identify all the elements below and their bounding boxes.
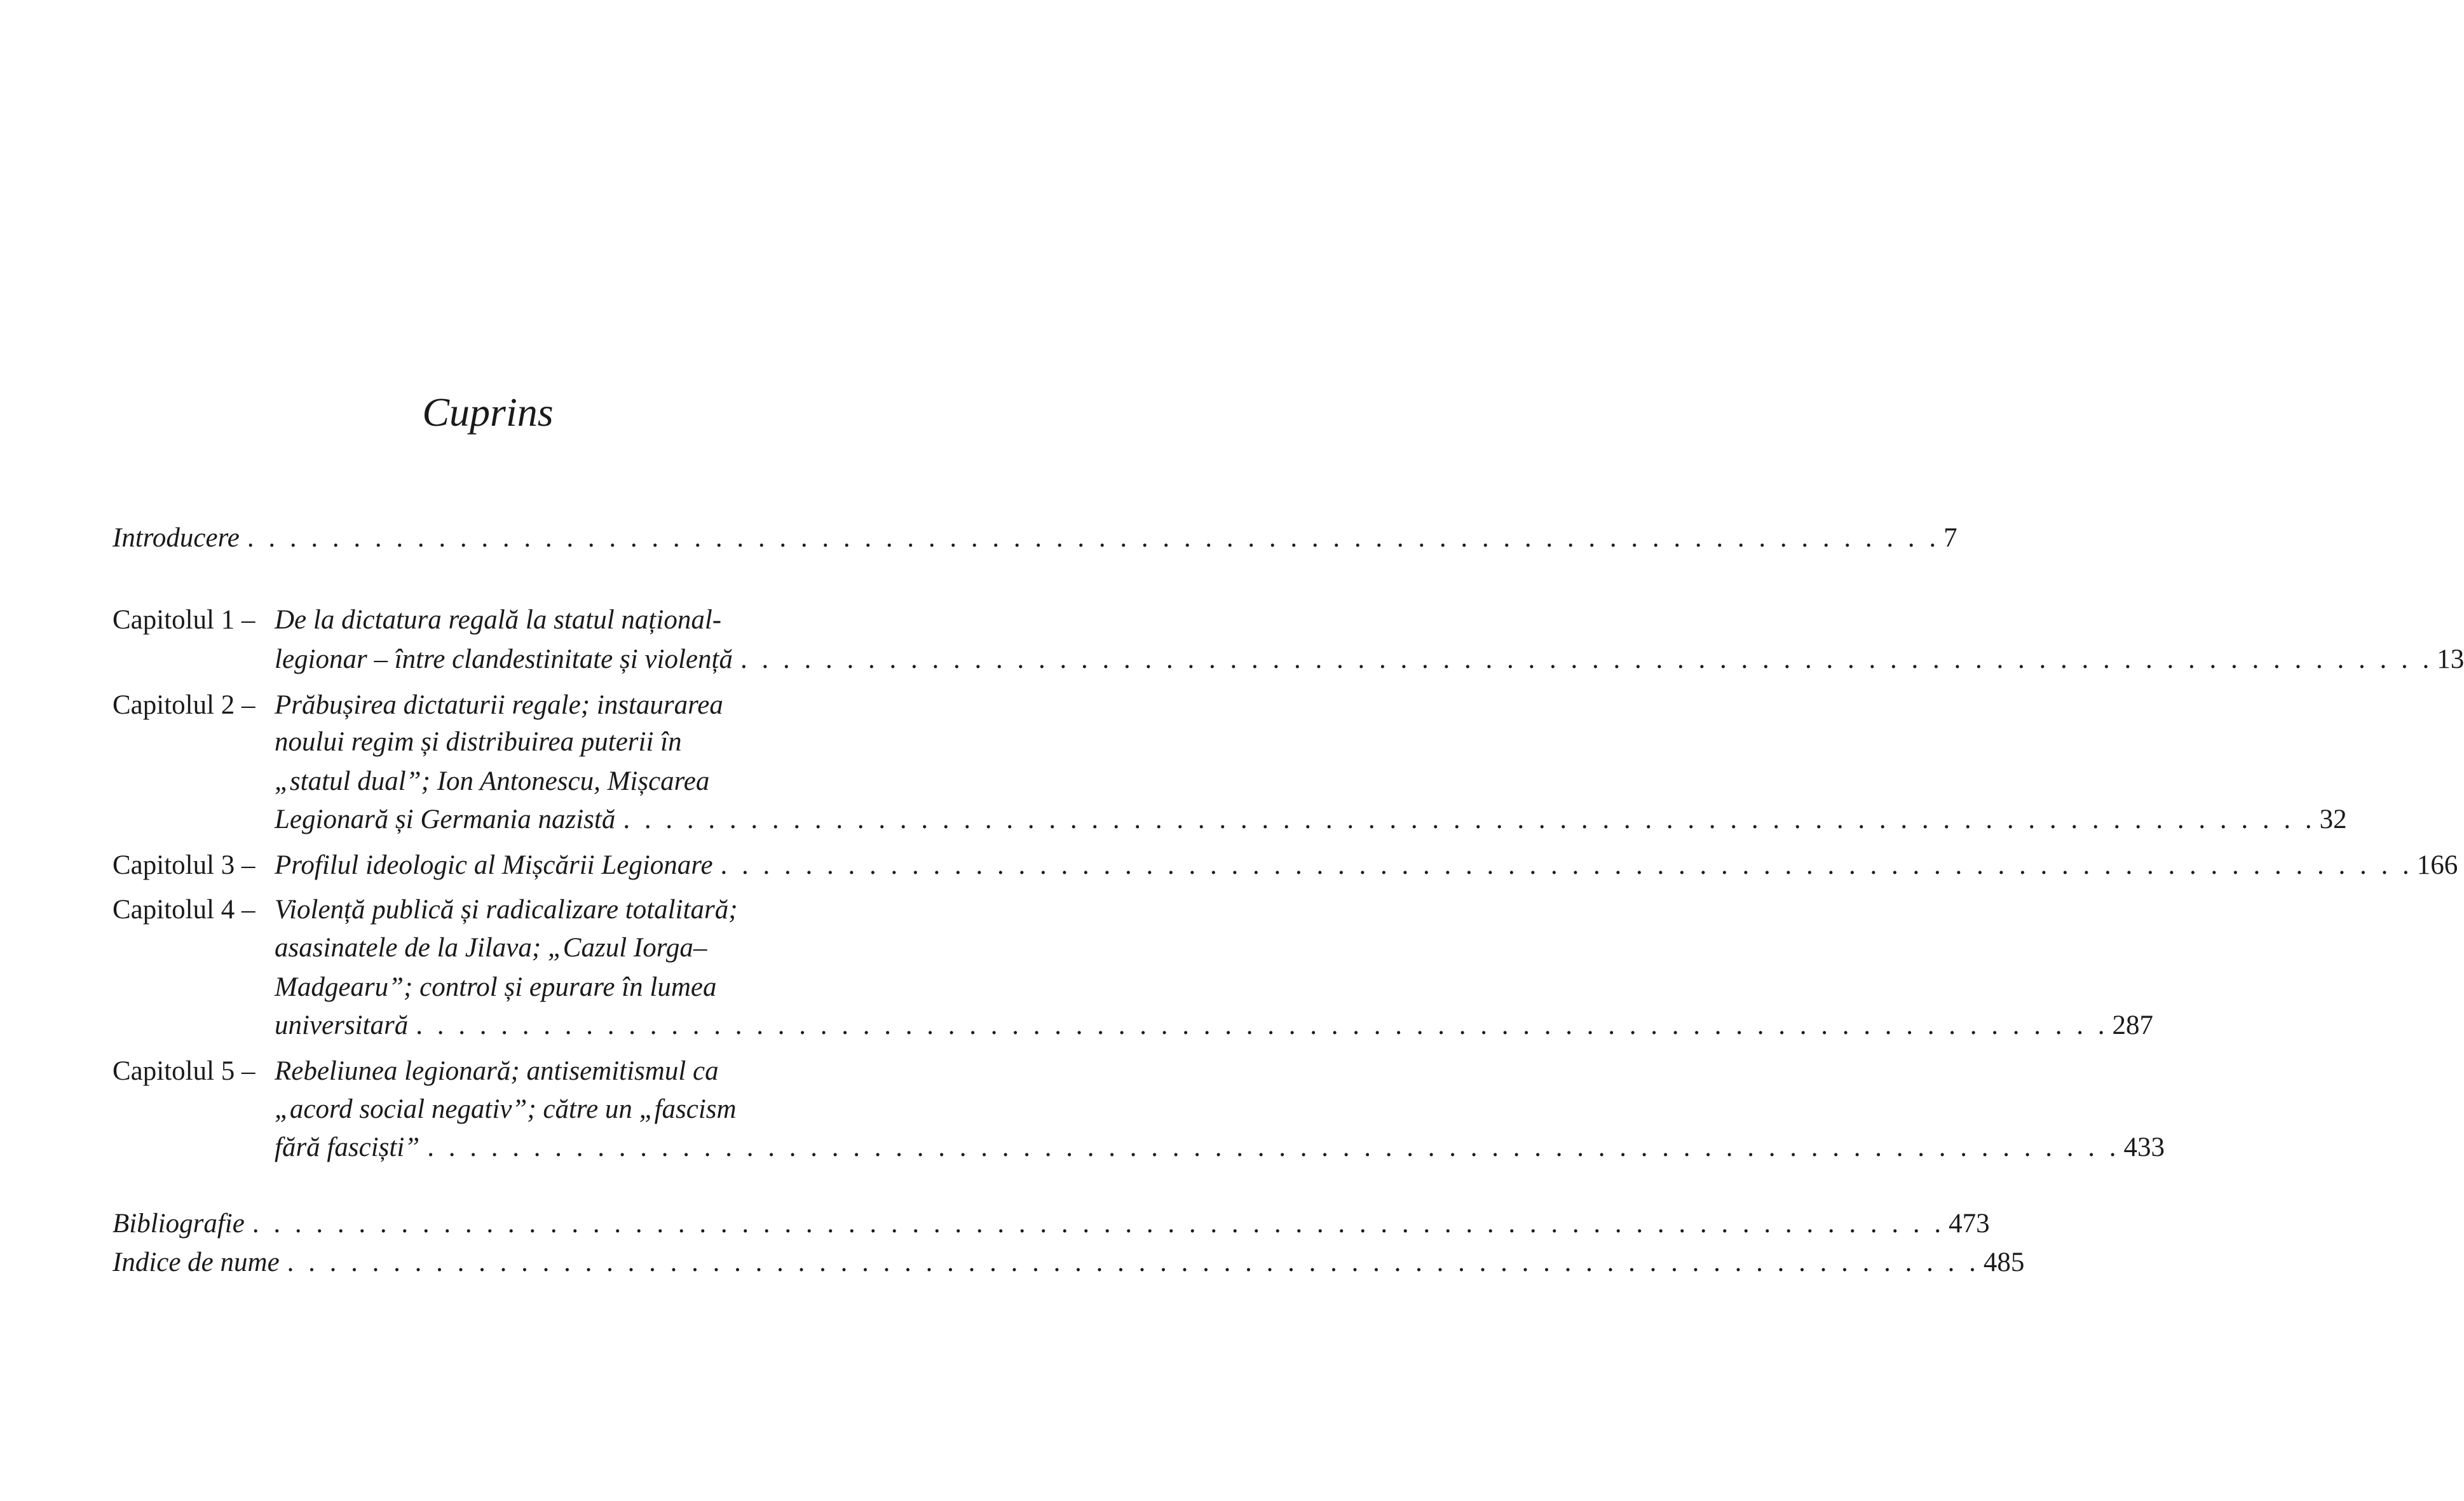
page-number: 287 bbox=[2112, 1010, 2153, 1040]
page-title: Cuprins bbox=[422, 390, 554, 435]
dot-leader: . . . . . . . . . . . . . . . . . . . . . . . . . . . . . . . . . . . . . . . . . . . . . . . . . . . . . . . . . . . . . . . . . . . . . . . . . . . . . . . . bbox=[720, 850, 2413, 880]
toc-entry-title: „statul dual”; Ion Antonescu, Mișcarea bbox=[275, 766, 710, 796]
toc-entry-indice-de-nume bbox=[112, 1244, 2025, 1282]
toc-entry-capitolul-5 bbox=[112, 1052, 858, 1090]
toc-entry-title: Legionară și Germania nazistă bbox=[275, 805, 616, 834]
toc-entry-capitolul-5 bbox=[275, 1129, 2165, 1167]
toc-entry-title: fără fasciști” bbox=[275, 1132, 420, 1162]
toc-entry-title: noului regim și distribuirea puterii în bbox=[275, 727, 682, 757]
page-number: 433 bbox=[2123, 1132, 2165, 1162]
chapter-number: Capitolul 5 – bbox=[112, 1056, 255, 1086]
toc-entry-capitolul-2 bbox=[275, 763, 858, 801]
page-number: 32 bbox=[2319, 805, 2347, 834]
toc-entry-capitolul-2 bbox=[275, 723, 858, 761]
toc-entry-title: Indice de nume bbox=[112, 1247, 280, 1277]
toc-entry-capitolul-4 bbox=[275, 1007, 2153, 1045]
toc-entry-title: Prăbușirea dictaturii regale; instaurarea bbox=[275, 690, 723, 720]
toc-entry-title: universitară bbox=[275, 1010, 409, 1040]
chapter-number: Capitolul 1 – bbox=[112, 605, 255, 635]
chapter-number: Capitolul 4 – bbox=[112, 895, 255, 925]
toc-entry-title: Madgearu”; control și epurare în lumea bbox=[275, 972, 717, 1002]
page-number: 485 bbox=[1983, 1247, 2025, 1277]
dot-leader: . . . . . . . . . . . . . . . . . . . . . . . . . . . . . . . . . . . . . . . . . . . . . . . . . . . . . . . . . . . . . . . . . . . . . . . . . . . . . . . . bbox=[416, 1010, 2109, 1040]
toc-entry-bibliografie bbox=[112, 1205, 1990, 1243]
dot-leader: . . . . . . . . . . . . . . . . . . . . . . . . . . . . . . . . . . . . . . . . . . . . . . . . . . . . . . . . . . . . . . . . . . . . . . . . . . . . . . . . bbox=[252, 1209, 1945, 1239]
toc-entry-title: Introducere bbox=[112, 523, 240, 553]
toc-entry-capitolul-2 bbox=[275, 801, 2347, 839]
toc-entry-capitolul-4 bbox=[112, 891, 858, 929]
page-number: 13 bbox=[2437, 644, 2464, 674]
toc-entry-capitolul-3 bbox=[112, 846, 2458, 885]
toc-entry-capitolul-1 bbox=[112, 601, 858, 639]
toc-entry-title: Rebeliunea legionară; antisemitismul ca bbox=[275, 1056, 719, 1086]
toc-entry-title: asasinatele de la Jilava; „Cazul Iorga– bbox=[275, 933, 707, 963]
toc-entry-title: Profilul ideologic al Mișcării Legionare bbox=[275, 850, 713, 880]
chapter-number: Capitolul 2 – bbox=[112, 690, 255, 720]
page-number: 166 bbox=[2416, 850, 2458, 880]
toc-entry-title: Violență publică și radicalizare totalitară; bbox=[275, 895, 738, 925]
toc-entry-title: „acord social negativ”; către un „fascism bbox=[275, 1094, 737, 1124]
dot-leader: . . . . . . . . . . . . . . . . . . . . . . . . . . . . . . . . . . . . . . . . . . . . . . . . . . . . . . . . . . . . . . . . . . . . . . . . . . . . . . . . bbox=[740, 644, 2433, 674]
chapter-number: Capitolul 3 – bbox=[112, 850, 255, 880]
toc-entry-capitolul-5 bbox=[275, 1090, 858, 1129]
toc-entry-title: legionar – între clandestinitate și violență bbox=[275, 644, 733, 674]
dot-leader: . . . . . . . . . . . . . . . . . . . . . . . . . . . . . . . . . . . . . . . . . . . . . . . . . . . . . . . . . . . . . . . . . . . . . . . . . . . . . . . . bbox=[427, 1132, 2120, 1162]
page-number: 7 bbox=[1943, 523, 1957, 553]
toc-entry-capitolul-2 bbox=[112, 686, 858, 724]
dot-leader: . . . . . . . . . . . . . . . . . . . . . . . . . . . . . . . . . . . . . . . . . . . . . . . . . . . . . . . . . . . . . . . . . . . . . . . . . . . . . . . . bbox=[623, 805, 2316, 834]
toc-entry-capitolul-1 bbox=[275, 641, 2464, 679]
toc-entry-title: De la dictatura regală la statul național- bbox=[275, 605, 722, 635]
toc-entry-capitolul-4 bbox=[275, 968, 858, 1007]
page-number: 473 bbox=[1949, 1209, 1990, 1239]
toc-entry-introducere bbox=[112, 519, 1957, 557]
dot-leader: . . . . . . . . . . . . . . . . . . . . . . . . . . . . . . . . . . . . . . . . . . . . . . . . . . . . . . . . . . . . . . . . . . . . . . . . . . . . . . . . bbox=[247, 523, 1940, 553]
toc-entry-title: Bibliografie bbox=[112, 1209, 245, 1239]
toc-entry-capitolul-4 bbox=[275, 929, 858, 967]
dot-leader: . . . . . . . . . . . . . . . . . . . . . . . . . . . . . . . . . . . . . . . . . . . . . . . . . . . . . . . . . . . . . . . . . . . . . . . . . . . . . . . . bbox=[287, 1247, 1980, 1277]
